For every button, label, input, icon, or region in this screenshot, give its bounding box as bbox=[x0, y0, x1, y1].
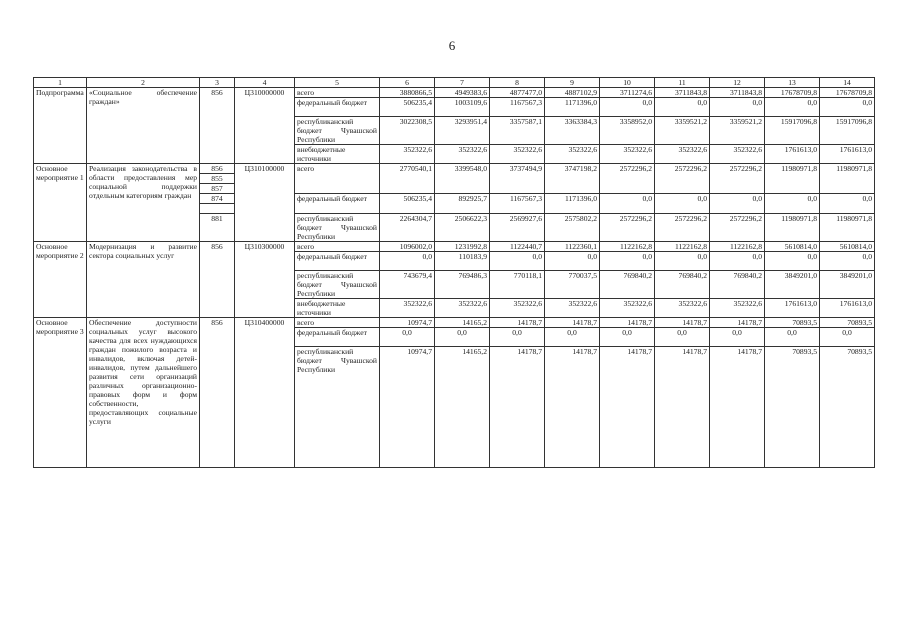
value-cell: 3747198,2 bbox=[545, 164, 600, 194]
value-cell: 352322,6 bbox=[435, 145, 490, 164]
funding-source: республиканский бюджет Чувашской Республики bbox=[295, 214, 380, 242]
value-cell: 17678709,8 bbox=[765, 88, 820, 98]
value-cell: 4887102,9 bbox=[545, 88, 600, 98]
value-cell: 0,0 bbox=[820, 252, 875, 271]
row-title: Основное мероприятие 3 bbox=[34, 318, 87, 468]
value-cell: 11980971,8 bbox=[765, 164, 820, 194]
funding-source: внебюджетные источники bbox=[295, 145, 380, 164]
row-description: Реализация законодательства в области предоставления мер социальной поддержки отдельным категориям граждан bbox=[87, 164, 200, 242]
value-cell: 0,0 bbox=[600, 98, 655, 117]
value-cell: 0,0 bbox=[765, 252, 820, 271]
value-cell: 11980971,8 bbox=[765, 214, 820, 242]
value-cell: 769840,2 bbox=[600, 271, 655, 299]
funding-source: республиканский бюджет Чувашской Республики bbox=[295, 117, 380, 145]
value-cell: 15917096,8 bbox=[765, 117, 820, 145]
value-cell: 14178,7 bbox=[490, 347, 545, 468]
value-cell: 0,0 bbox=[380, 328, 435, 347]
value-cell: 0,0 bbox=[710, 98, 765, 117]
table-row bbox=[34, 242, 875, 252]
value-cell: 2572296,2 bbox=[710, 164, 765, 194]
value-cell: 0,0 bbox=[710, 252, 765, 271]
budget-code: Ц310400000 bbox=[235, 318, 295, 468]
funding-source: республиканский бюджет Чувашской Республики bbox=[295, 347, 380, 468]
value-cell: 2572296,2 bbox=[600, 214, 655, 242]
value-cell: 3359521,2 bbox=[710, 117, 765, 145]
header-cell: 5 bbox=[295, 78, 380, 88]
value-cell: 14178,7 bbox=[545, 318, 600, 328]
value-cell: 0,0 bbox=[545, 328, 600, 347]
value-cell: 352322,6 bbox=[490, 145, 545, 164]
value-cell: 0,0 bbox=[435, 328, 490, 347]
value-cell: 1231992,8 bbox=[435, 242, 490, 252]
header-cell: 8 bbox=[490, 78, 545, 88]
value-cell: 0,0 bbox=[490, 328, 545, 347]
funding-source: федеральный бюджет bbox=[295, 98, 380, 117]
value-cell: 3849201,0 bbox=[765, 271, 820, 299]
funding-source: всего bbox=[295, 88, 380, 98]
value-cell: 0,0 bbox=[545, 252, 600, 271]
grbs-code: 874 bbox=[200, 194, 235, 204]
value-cell: 2264304,7 bbox=[380, 214, 435, 242]
value-cell: 0,0 bbox=[600, 328, 655, 347]
value-cell: 70893,5 bbox=[765, 318, 820, 328]
value-cell: 1761613,0 bbox=[765, 299, 820, 318]
value-cell: 1003109,6 bbox=[435, 98, 490, 117]
value-cell: 352322,6 bbox=[655, 299, 710, 318]
value-cell: 4949383,6 bbox=[435, 88, 490, 98]
value-cell: 2569927,6 bbox=[490, 214, 545, 242]
value-cell: 0,0 bbox=[655, 252, 710, 271]
value-cell: 14165,2 bbox=[435, 318, 490, 328]
value-cell: 2575802,2 bbox=[545, 214, 600, 242]
value-cell: 1122162,8 bbox=[600, 242, 655, 252]
value-cell: 70893,5 bbox=[765, 347, 820, 468]
value-cell: 14178,7 bbox=[545, 347, 600, 468]
value-cell: 1167567,3 bbox=[490, 98, 545, 117]
value-cell: 0,0 bbox=[600, 252, 655, 271]
value-cell: 1761613,0 bbox=[820, 145, 875, 164]
header-cell: 11 bbox=[655, 78, 710, 88]
value-cell: 70893,5 bbox=[820, 318, 875, 328]
value-cell: 1761613,0 bbox=[820, 299, 875, 318]
value-cell: 0,0 bbox=[655, 194, 710, 214]
value-cell: 770118,1 bbox=[490, 271, 545, 299]
header-cell: 3 bbox=[200, 78, 235, 88]
value-cell: 352322,6 bbox=[710, 299, 765, 318]
header-cell: 10 bbox=[600, 78, 655, 88]
row-description: Обеспечение доступности социальных услуг высокого качества для всех нуждающихся граждан пожилого возраста и инвалидов, включая детей-инвалидов, путем дальнейшего развития сети организаций различных организационно-правовых форм и форм собственности, предоставляющих социальные услуги bbox=[87, 318, 200, 468]
value-cell: 15917096,8 bbox=[820, 117, 875, 145]
value-cell: 2770540,1 bbox=[380, 164, 435, 194]
value-cell: 3358952,0 bbox=[600, 117, 655, 145]
grbs-code: 855 bbox=[200, 174, 235, 184]
funding-source: внебюджетные источники bbox=[295, 299, 380, 318]
value-cell: 5610814,0 bbox=[820, 242, 875, 252]
value-cell: 0,0 bbox=[600, 194, 655, 214]
value-cell: 17678709,8 bbox=[820, 88, 875, 98]
value-cell: 3293951,4 bbox=[435, 117, 490, 145]
value-cell: 1122360,1 bbox=[545, 242, 600, 252]
header-cell: 12 bbox=[710, 78, 765, 88]
header-cell: 2 bbox=[87, 78, 200, 88]
value-cell: 10974,7 bbox=[380, 347, 435, 468]
budget-table bbox=[33, 77, 875, 468]
funding-source: федеральный бюджет bbox=[295, 328, 380, 347]
value-cell: 352322,6 bbox=[710, 145, 765, 164]
value-cell: 70893,5 bbox=[820, 347, 875, 468]
value-cell: 0,0 bbox=[655, 98, 710, 117]
value-cell: 352322,6 bbox=[435, 299, 490, 318]
value-cell: 352322,6 bbox=[600, 299, 655, 318]
value-cell: 0,0 bbox=[380, 252, 435, 271]
value-cell: 1122440,7 bbox=[490, 242, 545, 252]
value-cell: 14178,7 bbox=[710, 318, 765, 328]
value-cell: 352322,6 bbox=[600, 145, 655, 164]
funding-source: всего bbox=[295, 318, 380, 328]
value-cell: 3711274,6 bbox=[600, 88, 655, 98]
value-cell: 1096002,0 bbox=[380, 242, 435, 252]
grbs-code: 881 bbox=[200, 214, 235, 242]
value-cell: 0,0 bbox=[765, 328, 820, 347]
value-cell: 4877477,0 bbox=[490, 88, 545, 98]
value-cell: 506235,4 bbox=[380, 98, 435, 117]
table-row bbox=[34, 318, 875, 328]
value-cell: 769840,2 bbox=[710, 271, 765, 299]
value-cell: 0,0 bbox=[820, 98, 875, 117]
value-cell: 0,0 bbox=[655, 328, 710, 347]
header-cell: 14 bbox=[820, 78, 875, 88]
table-row bbox=[34, 164, 875, 174]
value-cell: 2572296,2 bbox=[600, 164, 655, 194]
value-cell: 3359521,2 bbox=[655, 117, 710, 145]
header-cell: 1 bbox=[34, 78, 87, 88]
header-cell: 9 bbox=[545, 78, 600, 88]
value-cell: 1761613,0 bbox=[765, 145, 820, 164]
header-cell: 4 bbox=[235, 78, 295, 88]
value-cell: 3363384,3 bbox=[545, 117, 600, 145]
value-cell: 506235,4 bbox=[380, 194, 435, 214]
header-cell: 6 bbox=[380, 78, 435, 88]
value-cell: 0,0 bbox=[820, 194, 875, 214]
budget-code: Ц310100000 bbox=[235, 164, 295, 242]
value-cell: 2572296,2 bbox=[710, 214, 765, 242]
value-cell: 1122162,8 bbox=[710, 242, 765, 252]
grbs-code: 856 bbox=[200, 242, 235, 318]
value-cell: 110183,9 bbox=[435, 252, 490, 271]
value-cell: 2506622,3 bbox=[435, 214, 490, 242]
budget-code: Ц310300000 bbox=[235, 242, 295, 318]
value-cell: 0,0 bbox=[490, 252, 545, 271]
page-number: 6 bbox=[448, 38, 456, 53]
grbs-code: 857 bbox=[200, 184, 235, 194]
value-cell: 1171396,0 bbox=[545, 194, 600, 214]
header-row bbox=[34, 78, 875, 88]
value-cell: 0,0 bbox=[710, 194, 765, 214]
value-cell: 769840,2 bbox=[655, 271, 710, 299]
value-cell: 352322,6 bbox=[380, 299, 435, 318]
value-cell: 770037,5 bbox=[545, 271, 600, 299]
value-cell: 3849201,0 bbox=[820, 271, 875, 299]
value-cell: 3737494,9 bbox=[490, 164, 545, 194]
value-cell: 14178,7 bbox=[600, 318, 655, 328]
value-cell: 1167567,3 bbox=[490, 194, 545, 214]
funding-source: федеральный бюджет bbox=[295, 252, 380, 271]
row-description: Модернизация и развитие сектора социальных услуг bbox=[87, 242, 200, 318]
funding-source: всего bbox=[295, 242, 380, 252]
value-cell: 769486,3 bbox=[435, 271, 490, 299]
value-cell: 892925,7 bbox=[435, 194, 490, 214]
value-cell: 0,0 bbox=[765, 98, 820, 117]
value-cell: 14178,7 bbox=[490, 318, 545, 328]
value-cell: 1122162,8 bbox=[655, 242, 710, 252]
value-cell: 3399548,0 bbox=[435, 164, 490, 194]
grbs-code-empty bbox=[200, 204, 235, 214]
value-cell: 14165,2 bbox=[435, 347, 490, 468]
header-cell: 13 bbox=[765, 78, 820, 88]
value-cell: 0,0 bbox=[820, 328, 875, 347]
value-cell: 352322,6 bbox=[655, 145, 710, 164]
value-cell: 3357587,1 bbox=[490, 117, 545, 145]
value-cell: 2572296,2 bbox=[655, 164, 710, 194]
funding-source: всего bbox=[295, 164, 380, 194]
value-cell: 0,0 bbox=[765, 194, 820, 214]
value-cell: 352322,6 bbox=[490, 299, 545, 318]
value-cell: 743679,4 bbox=[380, 271, 435, 299]
value-cell: 14178,7 bbox=[655, 347, 710, 468]
value-cell: 10974,7 bbox=[380, 318, 435, 328]
grbs-code: 856 bbox=[200, 164, 235, 174]
value-cell: 5610814,0 bbox=[765, 242, 820, 252]
value-cell: 1171396,0 bbox=[545, 98, 600, 117]
funding-source: федеральный бюджет bbox=[295, 194, 380, 214]
row-title: Основное мероприятие 2 bbox=[34, 242, 87, 318]
value-cell: 3711843,8 bbox=[710, 88, 765, 98]
row-description: «Социальное обеспечение граждан» bbox=[87, 88, 200, 164]
value-cell: 352322,6 bbox=[545, 145, 600, 164]
value-cell: 14178,7 bbox=[655, 318, 710, 328]
value-cell: 352322,6 bbox=[545, 299, 600, 318]
table-row bbox=[34, 88, 875, 98]
row-title: Подпрограмма bbox=[34, 88, 87, 164]
value-cell: 3711843,8 bbox=[655, 88, 710, 98]
grbs-code: 856 bbox=[200, 88, 235, 164]
row-title: Основное мероприятие 1 bbox=[34, 164, 87, 242]
value-cell: 3880866,5 bbox=[380, 88, 435, 98]
value-cell: 2572296,2 bbox=[655, 214, 710, 242]
value-cell: 11980971,8 bbox=[820, 214, 875, 242]
value-cell: 14178,7 bbox=[710, 347, 765, 468]
budget-code: Ц310000000 bbox=[235, 88, 295, 164]
value-cell: 11980971,8 bbox=[820, 164, 875, 194]
value-cell: 352322,6 bbox=[380, 145, 435, 164]
value-cell: 14178,7 bbox=[600, 347, 655, 468]
grbs-code: 856 bbox=[200, 318, 235, 468]
value-cell: 3022308,5 bbox=[380, 117, 435, 145]
header-cell: 7 bbox=[435, 78, 490, 88]
value-cell: 0,0 bbox=[710, 328, 765, 347]
funding-source: республиканский бюджет Чувашской Республики bbox=[295, 271, 380, 299]
